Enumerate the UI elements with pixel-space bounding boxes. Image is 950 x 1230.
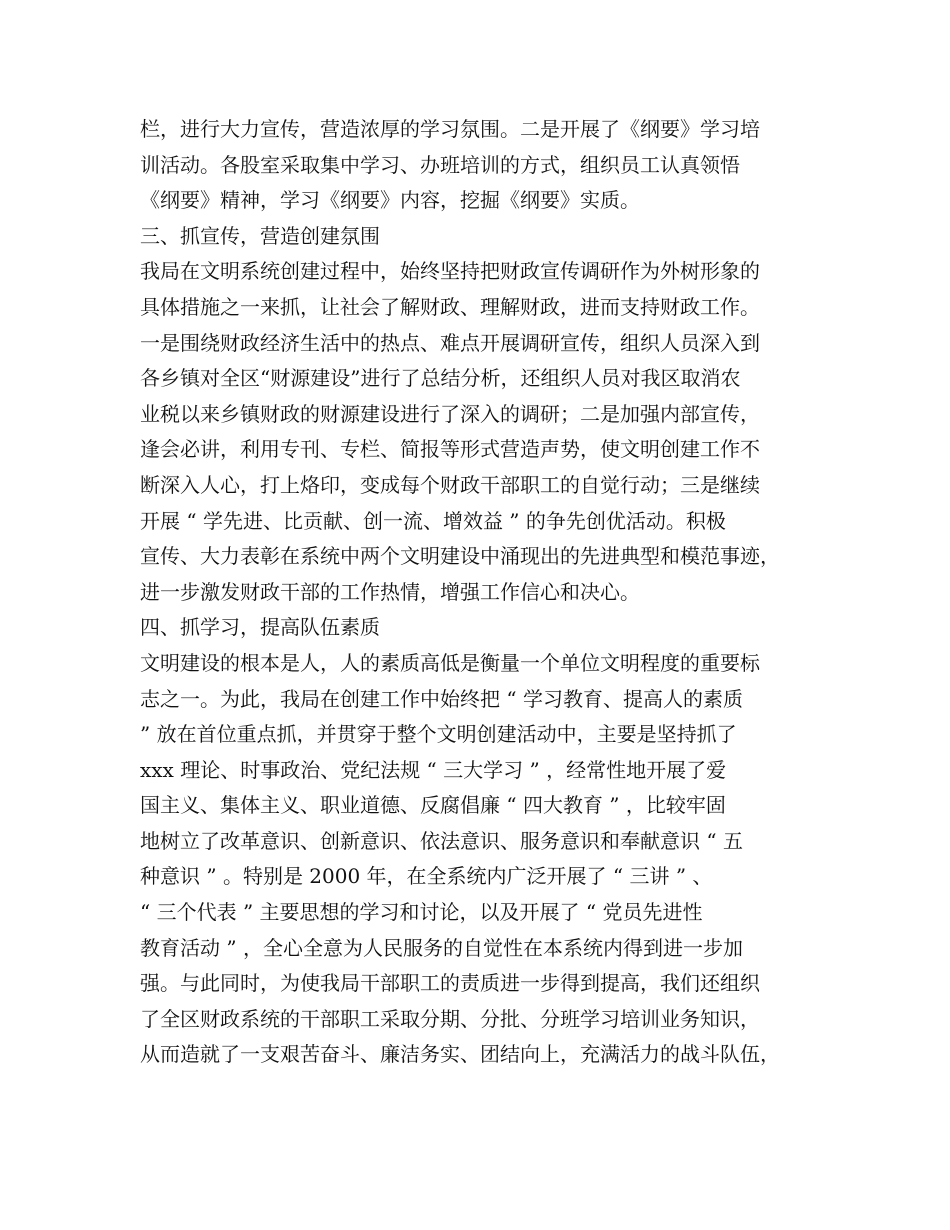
paragraph-line: 志之一。为此，我局在创建工作中始终把 “ 学习教育、提高人的素质 — [140, 686, 743, 711]
paragraph-line: 地树立了改革意识、创新意识、依法意识、服务意识和奉献意识 “ 五 — [140, 828, 743, 853]
paragraph-line: 训活动。各股室采取集中学习、办班培训的方式，组织员工认真领悟 — [140, 152, 740, 177]
paragraph-line: 进一步激发财政干部的工作热情，增强工作信心和决心。 — [140, 579, 640, 604]
paragraph-line: 宣传、大力表彰在系统中两个文明建设中涌现出的先进典型和模范事迹， — [140, 544, 780, 569]
paragraph-line: 国主义、集体主义、职业道德、反腐倡廉 “ 四大教育 ” ，比较牢固 — [140, 793, 726, 818]
paragraph-line: 逢会必讲，利用专刊、专栏、简报等形式营造声势，使文明创建工作不 — [140, 437, 760, 462]
paragraph-line: 业税以来乡镇财政的财源建设进行了深入的调研；二是加强内部宣传， — [140, 401, 760, 426]
paragraph-line: “ 三个代表 ” 主要思想的学习和讨论，以及开展了 “ 党员先进性 — [140, 900, 703, 925]
section-heading: 四、抓学习，提高队伍素质 — [140, 615, 380, 640]
paragraph-line: 各乡镇对全区“财源建设”进行了总结分析，还组织人员对我区取消农 — [140, 366, 741, 391]
paragraph-line: 我局在文明系统创建过程中，始终坚持把财政宣传调研作为外树形象的 — [140, 259, 760, 284]
paragraph-line: 教育活动 ” ，全心全意为人民服务的自觉性在本系统内得到进一步加 — [140, 935, 743, 960]
paragraph-line: 一是围绕财政经济生活中的热点、难点开展调研宣传，组织人员深入到 — [140, 330, 760, 355]
document-body — [140, 112, 830, 1073]
paragraph-line: 《纲要》精神，学习《纲要》内容，挖掘《纲要》实质。 — [140, 188, 640, 213]
paragraph-line: 开展 “ 学先进、比贡献、创一流、增效益 ” 的争先创优活动。积极 — [140, 508, 726, 533]
paragraph-line: 栏，进行大力宣传，营造浓厚的学习氛围。二是开展了《纲要》学习培 — [140, 117, 760, 141]
paragraph-line: ” 放在首位重点抓，并贯穿于整个文明创建活动中，主要是坚持抓了 — [140, 722, 737, 747]
paragraph-line: 种意识 ” 。特别是 2000 年，在全系统内广泛开展了 “ 三讲 ” 、 — [140, 864, 713, 889]
paragraph-line: 具体措施之一来抓，让社会了解财政、理解财政，进而支持财政工作。 — [140, 294, 760, 319]
paragraph-line: 文明建设的根本是人，人的素质高低是衡量一个单位文明程度的重要标 — [140, 650, 760, 675]
paragraph-line: 断深入人心，打上烙印，变成每个财政干部职工的自觉行动；三是继续 — [140, 472, 760, 497]
paragraph-line: 强。与此同时，为使我局干部职工的责质进一步得到提高，我们还组织 — [140, 971, 760, 996]
paragraph-line: xxx 理论、时事政治、党纪法规 “ 三大学习 ” ，经常性地开展了爱 — [140, 757, 727, 782]
paragraph-line: 从而造就了一支艰苦奋斗、廉洁务实、团结向上，充满活力的战斗队伍， — [140, 1042, 780, 1067]
paragraph-line: 了全区财政系统的干部职工采取分期、分批、分班学习培训业务知识， — [140, 1006, 760, 1031]
section-heading: 三、抓宣传，营造创建氛围 — [140, 223, 380, 248]
